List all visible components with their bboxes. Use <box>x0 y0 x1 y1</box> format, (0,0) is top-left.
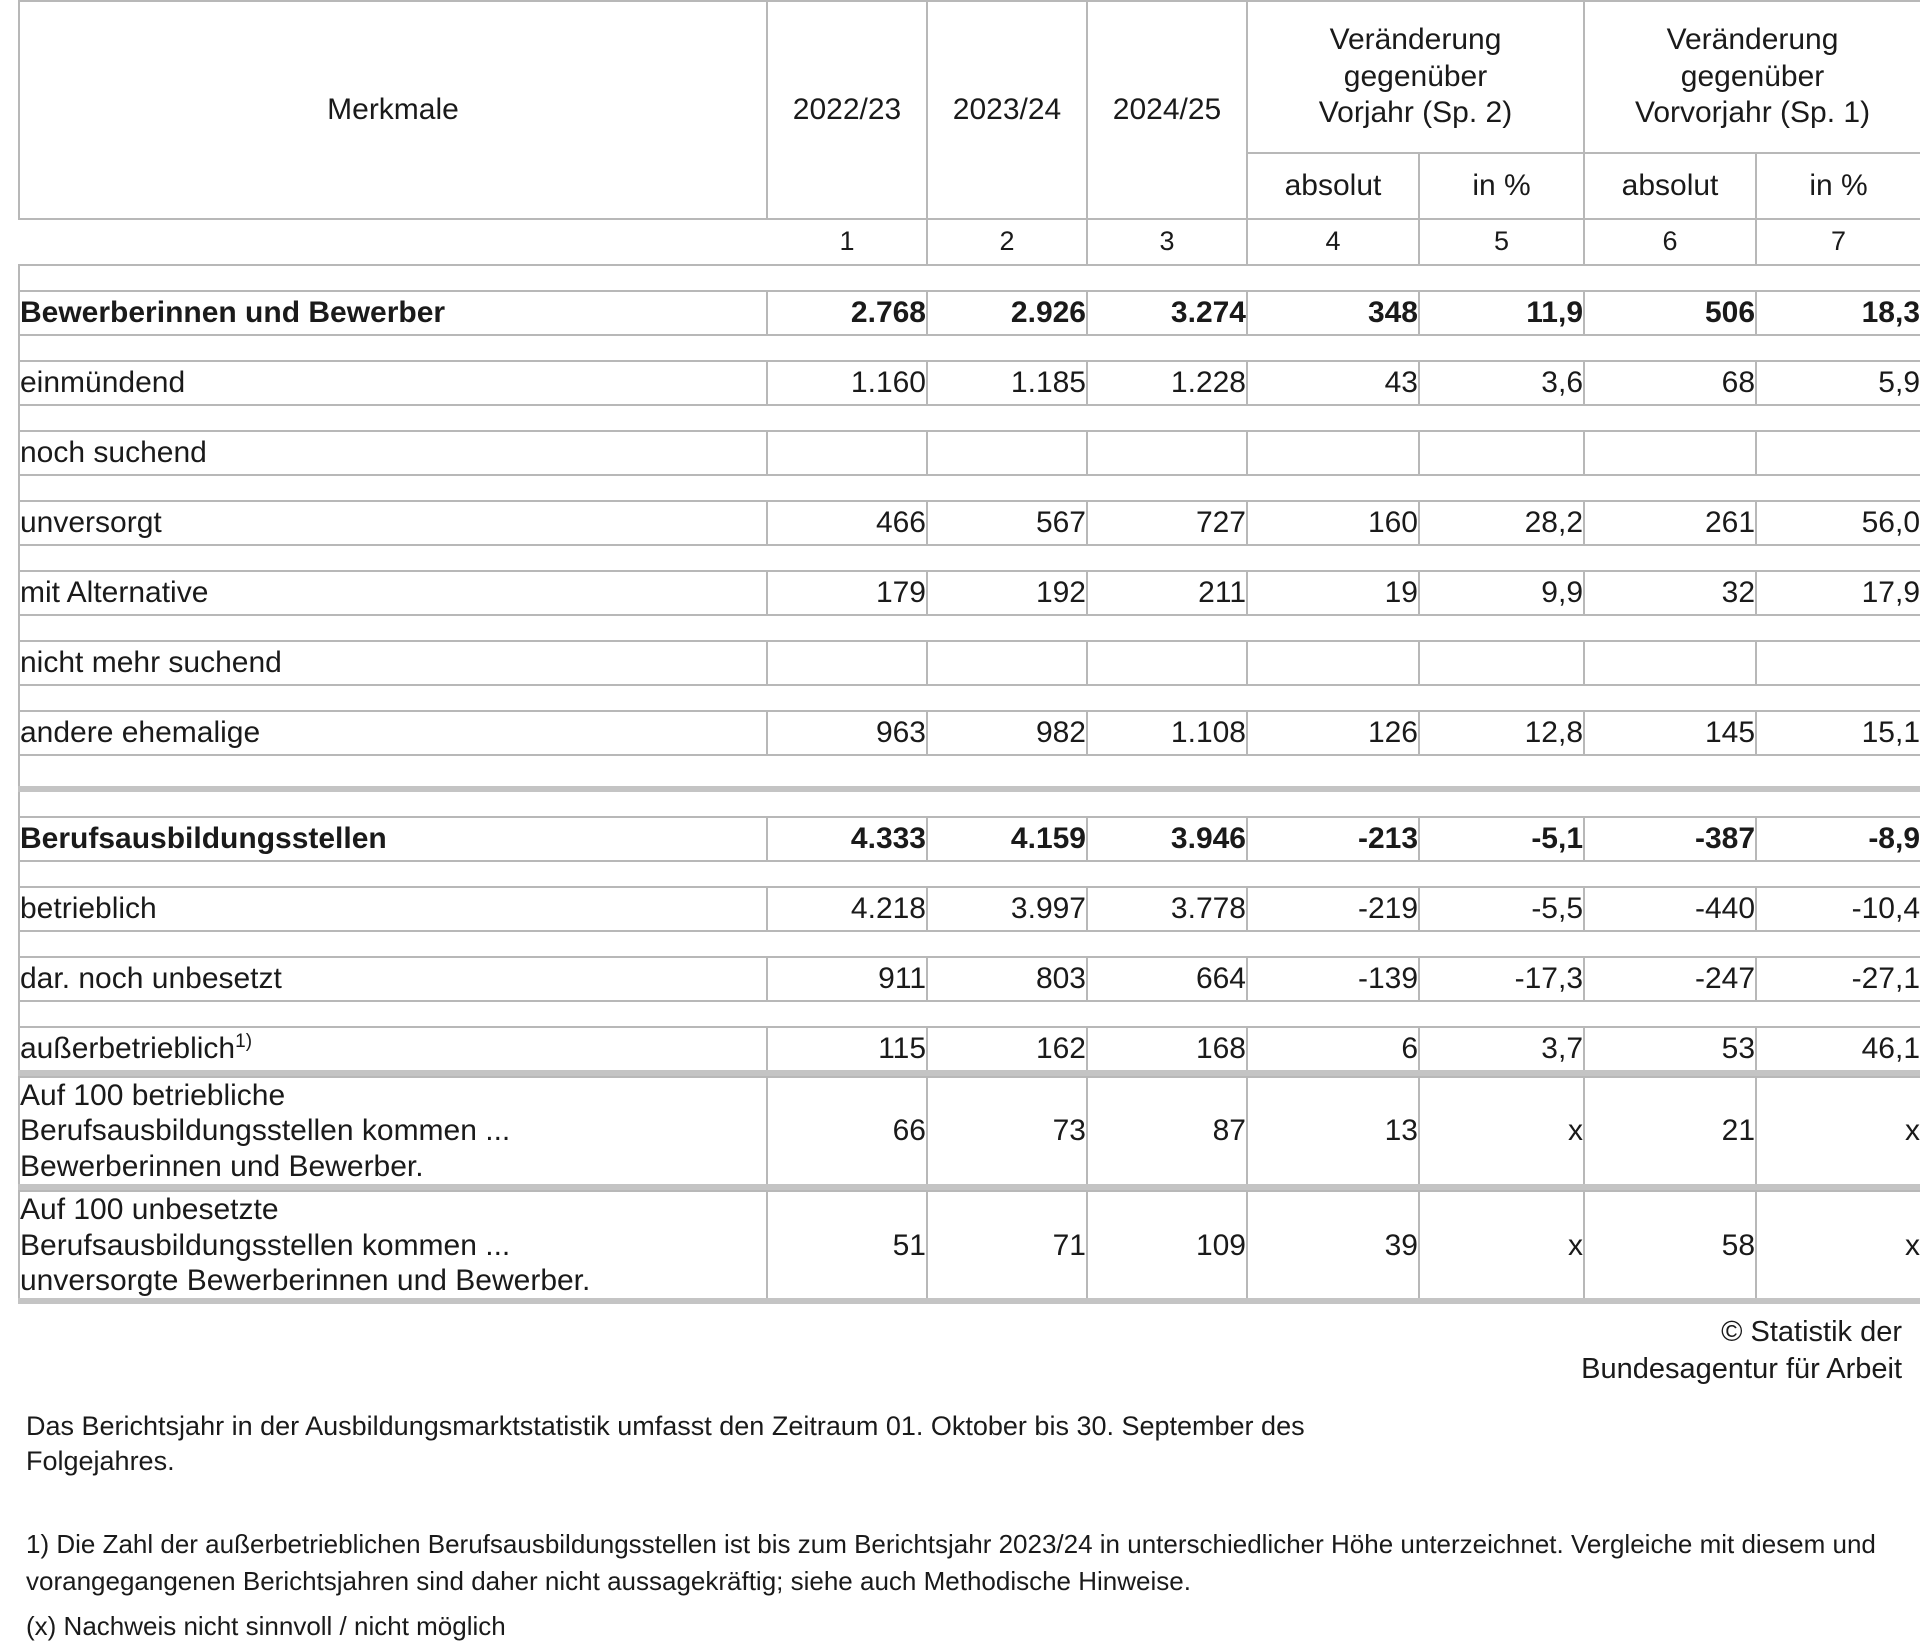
header-group-vorjahr <box>1247 1 1584 153</box>
copyright-line2: Bundesagentur für Arbeit <box>1581 1352 1902 1385</box>
row-value: 466 <box>767 501 927 545</box>
header-group-vorjahr-line1: Veränderung <box>1329 23 1502 57</box>
spacer-row <box>19 755 1920 789</box>
ratio-value: x <box>1419 1077 1584 1187</box>
row-value: 53 <box>1584 1027 1756 1073</box>
table-row <box>19 571 1920 615</box>
header-group-vorvorjahr-line1: Veränderung <box>1666 23 1839 57</box>
row-value: 963 <box>767 711 927 755</box>
row-value <box>1247 641 1419 685</box>
row-value: 115 <box>767 1027 927 1073</box>
row-value: 56,0 <box>1756 501 1920 545</box>
ratio-value: 39 <box>1247 1191 1419 1301</box>
row-value <box>1756 641 1920 685</box>
ausbildungsmarkt-table <box>18 0 1920 1304</box>
header-sub-absolut-vorjahr: absolut <box>1247 153 1419 219</box>
row-value: -17,3 <box>1419 957 1584 1001</box>
spacer-row <box>19 405 1920 431</box>
row-label: dar. noch unbesetzt <box>19 957 767 1001</box>
row-value: -213 <box>1247 817 1419 861</box>
row-value: 3.997 <box>927 887 1087 931</box>
spacer-row <box>19 615 1920 641</box>
row-label: nicht mehr suchend <box>19 641 767 685</box>
row-value: 15,1 <box>1756 711 1920 755</box>
row-value <box>1087 431 1247 475</box>
header-number-6: 6 <box>1584 219 1756 265</box>
header-group-vorjahr-line2: gegenüber <box>1343 59 1488 93</box>
row-label: Berufsausbildungsstellen <box>19 817 767 861</box>
row-value: 17,9 <box>1756 571 1920 615</box>
copyright-notice <box>18 1314 1902 1387</box>
footnote-1: 1) Die Zahl der außerbetrieblichen Berufsausbildungsstellen ist bis zum Berichtsjahr 2023/24 in unterschiedlicher Höhe unterzeichnet. Vergleiche mit diesem und vorangegangenen Berichtsjahren sind daher nicht aussagekräftig; siehe auch Methodische Hinweise. <box>26 1529 1876 1596</box>
row-value: -219 <box>1247 887 1419 931</box>
row-label: betrieblich <box>19 887 767 931</box>
spacer-row <box>19 335 1920 361</box>
header-number-4: 4 <box>1247 219 1419 265</box>
header-group-vorjahr-line3: Vorjahr (Sp. 2) <box>1318 96 1513 130</box>
row-value <box>767 431 927 475</box>
header-number-1: 1 <box>767 219 927 265</box>
row-value: 145 <box>1584 711 1756 755</box>
row-value: 348 <box>1247 291 1419 335</box>
row-value: 664 <box>1087 957 1247 1001</box>
row-value: 5,9 <box>1756 361 1920 405</box>
ratio-value: 21 <box>1584 1077 1756 1187</box>
table-row <box>19 641 1920 685</box>
header-number-blank <box>19 219 767 265</box>
ratio-block-line2: Berufsausbildungsstellen kommen ... <box>20 1114 511 1148</box>
row-value <box>1087 641 1247 685</box>
ratio-block-label <box>19 1077 767 1187</box>
row-value: 727 <box>1087 501 1247 545</box>
header-sub-prozent-vorvorjahr: in % <box>1756 153 1920 219</box>
header-number-7: 7 <box>1756 219 1920 265</box>
row-value: 12,8 <box>1419 711 1584 755</box>
row-label: noch suchend <box>19 431 767 475</box>
row-value: -10,4 <box>1756 887 1920 931</box>
row-value: -440 <box>1584 887 1756 931</box>
row-value: -5,5 <box>1419 887 1584 931</box>
spacer-row <box>19 931 1920 957</box>
row-value: 911 <box>767 957 927 1001</box>
row-value: 1.185 <box>927 361 1087 405</box>
ratio-value: 71 <box>927 1191 1087 1301</box>
row-value: -27,1 <box>1756 957 1920 1001</box>
row-value: 211 <box>1087 571 1247 615</box>
row-value: 982 <box>927 711 1087 755</box>
header-year-2023-24: 2023/24 <box>927 1 1087 219</box>
row-value: 3.778 <box>1087 887 1247 931</box>
row-label: andere ehemalige <box>19 711 767 755</box>
table-row <box>19 361 1920 405</box>
row-value: 46,1 <box>1756 1027 1920 1073</box>
spacer-row <box>19 861 1920 887</box>
header-number-2: 2 <box>927 219 1087 265</box>
ratio-value: x <box>1756 1077 1920 1187</box>
ratio-block-line3: Bewerberinnen und Bewerber. <box>20 1149 424 1183</box>
row-label: Bewerberinnen und Bewerber <box>19 291 767 335</box>
spacer-row <box>19 1001 1920 1027</box>
row-value: 3.946 <box>1087 817 1247 861</box>
ratio-value: 109 <box>1087 1191 1247 1301</box>
header-number-3: 3 <box>1087 219 1247 265</box>
ratio-value: 58 <box>1584 1191 1756 1301</box>
ratio-block-line2: Berufsausbildungsstellen kommen ... <box>20 1228 511 1262</box>
row-value <box>927 431 1087 475</box>
table-bottom-rule <box>19 1301 1920 1304</box>
ratio-block-row <box>19 1191 1920 1301</box>
row-value: 43 <box>1247 361 1419 405</box>
ratio-value: 87 <box>1087 1077 1247 1187</box>
row-value: 162 <box>927 1027 1087 1073</box>
header-year-2022-23: 2022/23 <box>767 1 927 219</box>
reporting-year-note: Das Berichtsjahr in der Ausbildungsmarktstatistik umfasst den Zeitraum 01. Oktober bis 30. September des Folgejahres. <box>26 1410 1305 1477</box>
row-value <box>1756 431 1920 475</box>
row-label <box>19 1027 767 1073</box>
row-value <box>767 641 927 685</box>
row-value: 11,9 <box>1419 291 1584 335</box>
row-value <box>1247 431 1419 475</box>
row-value: 567 <box>927 501 1087 545</box>
row-value: 28,2 <box>1419 501 1584 545</box>
spacer-row <box>19 265 1920 291</box>
row-value <box>1584 641 1756 685</box>
row-value: -139 <box>1247 957 1419 1001</box>
table-row <box>19 957 1920 1001</box>
row-value: -247 <box>1584 957 1756 1001</box>
row-value: 160 <box>1247 501 1419 545</box>
ratio-value: 13 <box>1247 1077 1419 1187</box>
ratio-value: 51 <box>767 1191 927 1301</box>
row-value: 261 <box>1584 501 1756 545</box>
row-value: 803 <box>927 957 1087 1001</box>
row-value: -8,9 <box>1756 817 1920 861</box>
table-row <box>19 887 1920 931</box>
row-value: 1.108 <box>1087 711 1247 755</box>
ratio-block-line3: unversorgte Bewerberinnen und Bewerber. <box>20 1263 591 1297</box>
spacer-row <box>19 545 1920 571</box>
ratio-block-line1: Auf 100 unbesetzte <box>20 1193 279 1227</box>
row-label: unversorgt <box>19 501 767 545</box>
row-value: 19 <box>1247 571 1419 615</box>
row-value: -5,1 <box>1419 817 1584 861</box>
row-label: mit Alternative <box>19 571 767 615</box>
footnote-x: (x) Nachweis nicht sinnvoll / nicht möglich <box>26 1610 506 1641</box>
ratio-block-label <box>19 1191 767 1301</box>
header-merkmale: Merkmale <box>19 1 767 219</box>
row-value: 4.333 <box>767 817 927 861</box>
copyright-line1: © Statistik der <box>1721 1316 1902 1349</box>
row-value: 6 <box>1247 1027 1419 1073</box>
row-label: einmündend <box>19 361 767 405</box>
ratio-value: 66 <box>767 1077 927 1187</box>
ratio-value: 73 <box>927 1077 1087 1187</box>
row-value: 1.160 <box>767 361 927 405</box>
footnotes <box>26 1526 1886 1645</box>
row-value <box>1584 431 1756 475</box>
row-value: 9,9 <box>1419 571 1584 615</box>
row-value <box>1419 641 1584 685</box>
header-group-vorvorjahr-line3: Vorvorjahr (Sp. 1) <box>1634 96 1871 130</box>
header-number-5: 5 <box>1419 219 1584 265</box>
ratio-block-row <box>19 1077 1920 1187</box>
row-value: -387 <box>1584 817 1756 861</box>
table-row <box>19 501 1920 545</box>
row-value: 3,6 <box>1419 361 1584 405</box>
row-value: 192 <box>927 571 1087 615</box>
row-value: 3.274 <box>1087 291 1247 335</box>
ratio-value: x <box>1756 1191 1920 1301</box>
header-sub-prozent-vorjahr: in % <box>1419 153 1584 219</box>
table-row <box>19 291 1920 335</box>
header-sub-absolut-vorvorjahr: absolut <box>1584 153 1756 219</box>
row-value: 18,3 <box>1756 291 1920 335</box>
footnote-marker: 1) <box>235 1031 253 1053</box>
row-value: 68 <box>1584 361 1756 405</box>
table-body <box>19 265 1920 1304</box>
ratio-block-line1: Auf 100 betriebliche <box>20 1079 286 1112</box>
ratio-value: x <box>1419 1191 1584 1301</box>
table-row <box>19 431 1920 475</box>
row-value: 2.768 <box>767 291 927 335</box>
table-header <box>19 1 1920 265</box>
row-value: 4.218 <box>767 887 927 931</box>
spacer-row <box>19 475 1920 501</box>
row-value: 506 <box>1584 291 1756 335</box>
row-value: 126 <box>1247 711 1419 755</box>
header-year-2024-25: 2024/25 <box>1087 1 1247 219</box>
row-value: 3,7 <box>1419 1027 1584 1073</box>
row-value <box>927 641 1087 685</box>
header-group-vorvorjahr-line2: gegenüber <box>1680 59 1825 93</box>
row-label-text: außerbetrieblich <box>20 1032 236 1066</box>
row-value: 4.159 <box>927 817 1087 861</box>
table-row <box>19 1027 1920 1073</box>
header-group-vorvorjahr <box>1584 1 1920 153</box>
table-row <box>19 817 1920 861</box>
row-value: 32 <box>1584 571 1756 615</box>
row-value: 2.926 <box>927 291 1087 335</box>
row-value <box>1419 431 1584 475</box>
row-value: 1.228 <box>1087 361 1247 405</box>
spacer-row <box>19 792 1920 817</box>
row-value: 179 <box>767 571 927 615</box>
spacer-row <box>19 685 1920 711</box>
table-row <box>19 711 1920 755</box>
row-value: 168 <box>1087 1027 1247 1073</box>
